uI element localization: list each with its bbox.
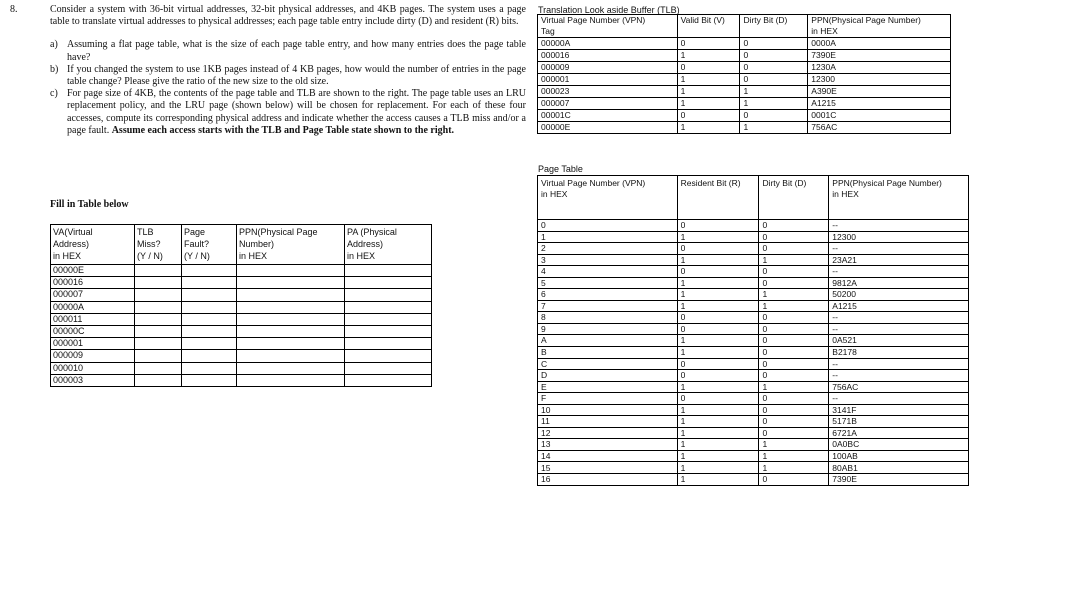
tlb-cell-ppn: 12300 — [808, 74, 951, 86]
fill-table-cell-ppn[interactable] — [237, 374, 345, 386]
page-table-cell-dirty: 1 — [759, 462, 829, 474]
tlb-cell-valid: 1 — [677, 86, 740, 98]
page-table-cell-resident: 1 — [677, 416, 759, 428]
tlb-row — [538, 74, 951, 86]
page-table-row — [538, 393, 969, 405]
fill-table-title: Fill in Table below — [50, 199, 129, 210]
tlb-cell-dirty: 1 — [740, 86, 808, 98]
page-table-cell-vpn: 4 — [538, 266, 678, 278]
pt-header-vpn: Virtual Page Number (VPN) in HEX — [538, 176, 678, 220]
fill-table-row — [51, 325, 432, 337]
page-table — [537, 175, 969, 486]
fill-table-cell-pa[interactable] — [345, 362, 432, 374]
tlb-cell-dirty: 1 — [740, 122, 808, 134]
page-table-cell-resident: 1 — [677, 254, 759, 266]
page-table-cell-vpn: F — [538, 393, 678, 405]
part-text: If you changed the system to use 1KB pages instead of 4 KB pages, how would the number of entries in the page table change? Please give the ratio of the new size to the old size. — [67, 63, 526, 88]
page-table-cell-resident: 1 — [677, 427, 759, 439]
pt-header-resident: Resident Bit (R) — [677, 176, 759, 220]
tlb-table — [537, 14, 951, 134]
page-table-cell-dirty: 1 — [759, 300, 829, 312]
fill-table-cell-va: 00000A — [51, 301, 135, 313]
page-table-row — [538, 243, 969, 255]
fill-table-cell-page-fault[interactable] — [182, 350, 237, 362]
fill-table-cell-tlb-miss[interactable] — [135, 362, 182, 374]
page-table-cell-resident: 1 — [677, 450, 759, 462]
tlb-cell-vpn: 00000A — [538, 38, 678, 50]
page-table-cell-resident: 1 — [677, 381, 759, 393]
page-table-cell-resident: 1 — [677, 462, 759, 474]
page-table-cell-vpn: E — [538, 381, 678, 393]
page-table-cell-vpn: 6 — [538, 289, 678, 301]
fill-table-cell-page-fault[interactable] — [182, 301, 237, 313]
fill-table-cell-va: 000016 — [51, 277, 135, 289]
fill-table-cell-va: 00000E — [51, 265, 135, 277]
tlb-cell-dirty: 0 — [740, 50, 808, 62]
fill-header-page-fault: Page Fault? (Y / N) — [182, 225, 237, 265]
page-table-cell-vpn: 1 — [538, 231, 678, 243]
page-table-cell-dirty: 0 — [759, 335, 829, 347]
page-table-cell-ppn: -- — [829, 358, 969, 370]
fill-table-cell-page-fault[interactable] — [182, 374, 237, 386]
page-table-row — [538, 474, 969, 486]
fill-table-cell-va: 000011 — [51, 313, 135, 325]
page-table-cell-vpn: 0 — [538, 220, 678, 232]
fill-header-pa: PA (Physical Address) in HEX — [345, 225, 432, 265]
fill-table-body — [51, 265, 432, 387]
page-table-cell-vpn: C — [538, 358, 678, 370]
tlb-cell-vpn: 000007 — [538, 98, 678, 110]
tlb-title: Translation Look aside Buffer (TLB) — [538, 5, 680, 15]
fill-table-row — [51, 374, 432, 386]
page-table-row — [538, 439, 969, 451]
page-table-row — [538, 404, 969, 416]
page-table-cell-dirty: 0 — [759, 277, 829, 289]
tlb-cell-ppn: A390E — [808, 86, 951, 98]
part-text: For page size of 4KB, the contents of the page table and TLB are shown to the right. The page table uses an LRU replacement policy, and the LRU page (shown below) will be chosen for replacement. For each of these four accesses, compute its corresponding physical address and indicate whether the access causes a TLB miss and/or a page fault. — [67, 88, 526, 136]
fill-table-cell-tlb-miss[interactable] — [135, 289, 182, 301]
tlb-cell-dirty: 0 — [740, 74, 808, 86]
page-table-row — [538, 450, 969, 462]
fill-table-cell-page-fault[interactable] — [182, 289, 237, 301]
page-table-cell-dirty: 0 — [759, 231, 829, 243]
tlb-cell-ppn: 756AC — [808, 122, 951, 134]
page-table-cell-ppn: 7390E — [829, 474, 969, 486]
page-table-row — [538, 427, 969, 439]
page-table-cell-ppn: 80AB1 — [829, 462, 969, 474]
page-table-cell-ppn: 50200 — [829, 289, 969, 301]
question-parts — [50, 39, 526, 137]
page-table-cell-ppn: -- — [829, 323, 969, 335]
tlb-row — [538, 122, 951, 134]
part-text-bold: Assume each access starts with the TLB and Page Table state shown to the right. — [111, 124, 455, 136]
page-table-cell-resident: 0 — [677, 358, 759, 370]
fill-table-cell-page-fault[interactable] — [182, 338, 237, 350]
page-table-cell-vpn: 5 — [538, 277, 678, 289]
page-table-row — [538, 312, 969, 324]
page-table-row — [538, 289, 969, 301]
page-table-cell-ppn: A1215 — [829, 300, 969, 312]
tlb-cell-ppn: 1230A — [808, 62, 951, 74]
fill-table-cell-tlb-miss[interactable] — [135, 350, 182, 362]
fill-table-cell-page-fault[interactable] — [182, 277, 237, 289]
fill-table-header-row — [51, 225, 432, 265]
page-table-cell-ppn: 5171B — [829, 416, 969, 428]
page-table-row — [538, 323, 969, 335]
page-table-cell-dirty: 0 — [759, 416, 829, 428]
fill-table-cell-va: 000009 — [51, 350, 135, 362]
page-table-cell-ppn: 100AB — [829, 450, 969, 462]
tlb-cell-valid: 1 — [677, 50, 740, 62]
page-table-cell-vpn: 7 — [538, 300, 678, 312]
page-table-cell-ppn: -- — [829, 370, 969, 382]
page-table-cell-vpn: 13 — [538, 439, 678, 451]
fill-table-cell-ppn[interactable] — [237, 350, 345, 362]
fill-table-cell-ppn[interactable] — [237, 289, 345, 301]
tlb-header-valid: Valid Bit (V) — [677, 15, 740, 38]
page-table-cell-resident: 1 — [677, 289, 759, 301]
tlb-header-ppn: PPN(Physical Page Number) in HEX — [808, 15, 951, 38]
tlb-cell-valid: 0 — [677, 110, 740, 122]
page-table-row — [538, 277, 969, 289]
page-table-cell-vpn: 16 — [538, 474, 678, 486]
fill-table-cell-tlb-miss[interactable] — [135, 265, 182, 277]
page-table-row — [538, 220, 969, 232]
tlb-row — [538, 110, 951, 122]
page-table-row — [538, 381, 969, 393]
page-table-cell-dirty: 0 — [759, 243, 829, 255]
page-table-cell-vpn: 3 — [538, 254, 678, 266]
tlb-cell-valid: 1 — [677, 122, 740, 134]
fill-table-cell-pa[interactable] — [345, 313, 432, 325]
fill-table-cell-ppn[interactable] — [237, 325, 345, 337]
fill-table-cell-pa[interactable] — [345, 338, 432, 350]
page-table-row — [538, 335, 969, 347]
page-table-cell-vpn: 12 — [538, 427, 678, 439]
tlb-cell-vpn: 000016 — [538, 50, 678, 62]
tlb-cell-valid: 1 — [677, 74, 740, 86]
fill-table-cell-pa[interactable] — [345, 277, 432, 289]
tlb-cell-ppn: A1215 — [808, 98, 951, 110]
page-table-cell-dirty: 0 — [759, 474, 829, 486]
page-table-cell-dirty: 0 — [759, 312, 829, 324]
page-table-cell-resident: 0 — [677, 312, 759, 324]
page-table-cell-vpn: 10 — [538, 404, 678, 416]
page-table-cell-dirty: 1 — [759, 381, 829, 393]
tlb-row — [538, 98, 951, 110]
tlb-row — [538, 38, 951, 50]
fill-table-cell-pa[interactable] — [345, 325, 432, 337]
question-number: 8. — [10, 4, 18, 15]
fill-table-cell-va: 000010 — [51, 362, 135, 374]
question-part-a — [50, 39, 526, 63]
page-table-cell-vpn: 11 — [538, 416, 678, 428]
fill-table-cell-pa[interactable] — [345, 265, 432, 277]
fill-table-row — [51, 313, 432, 325]
tlb-cell-vpn: 00001C — [538, 110, 678, 122]
tlb-header-vpn: Virtual Page Number (VPN) Tag — [538, 15, 678, 38]
fill-table-cell-pa[interactable] — [345, 289, 432, 301]
page-table-cell-resident: 1 — [677, 474, 759, 486]
page-table-cell-resident: 1 — [677, 300, 759, 312]
fill-table-cell-ppn[interactable] — [237, 313, 345, 325]
page-table-row — [538, 254, 969, 266]
tlb-cell-valid: 1 — [677, 98, 740, 110]
page-table-cell-dirty: 1 — [759, 439, 829, 451]
page-table-cell-resident: 0 — [677, 220, 759, 232]
fill-table-cell-ppn[interactable] — [237, 265, 345, 277]
question-intro: Consider a system with 36-bit virtual addresses, 32-bit physical addresses, and 4KB pages. The system uses a page table to translate virtual addresses to physical addresses; each page table entry include dirty (D) and resident (R) bits. — [50, 4, 526, 28]
fill-table-cell-tlb-miss[interactable] — [135, 338, 182, 350]
tlb-cell-ppn: 7390E — [808, 50, 951, 62]
page-table-row — [538, 266, 969, 278]
part-label: b) — [50, 63, 59, 75]
fill-table-cell-page-fault[interactable] — [182, 325, 237, 337]
page-table-cell-vpn: B — [538, 347, 678, 359]
fill-header-ppn: PPN(Physical Page Number) in HEX — [237, 225, 345, 265]
page-table-row — [538, 370, 969, 382]
fill-table-row — [51, 289, 432, 301]
fill-table-cell-va: 000007 — [51, 289, 135, 301]
page-table-cell-resident: 0 — [677, 266, 759, 278]
page-table-cell-dirty: 0 — [759, 370, 829, 382]
page-table-cell-resident: 1 — [677, 335, 759, 347]
page-table-cell-dirty: 1 — [759, 289, 829, 301]
page-table-row — [538, 462, 969, 474]
fill-table-cell-page-fault[interactable] — [182, 313, 237, 325]
page-table-cell-ppn: B2178 — [829, 347, 969, 359]
fill-in-table — [50, 224, 432, 387]
page-table-cell-ppn: -- — [829, 393, 969, 405]
page-table-cell-resident: 0 — [677, 323, 759, 335]
question-body — [50, 4, 526, 137]
page-table-cell-dirty: 0 — [759, 393, 829, 405]
part-label: a) — [50, 39, 58, 51]
page-table-cell-vpn: A — [538, 335, 678, 347]
page-table-cell-vpn: D — [538, 370, 678, 382]
page-table-cell-resident: 1 — [677, 404, 759, 416]
fill-table-cell-va: 000001 — [51, 338, 135, 350]
fill-header-tlb-miss: TLB Miss? (Y / N) — [135, 225, 182, 265]
tlb-cell-dirty: 0 — [740, 62, 808, 74]
fill-table-cell-ppn[interactable] — [237, 277, 345, 289]
page-table-cell-vpn: 8 — [538, 312, 678, 324]
page-table-row — [538, 358, 969, 370]
page-table-body — [538, 220, 969, 486]
page-table-cell-dirty: 0 — [759, 220, 829, 232]
tlb-header-row — [538, 15, 951, 38]
fill-table-cell-tlb-miss[interactable] — [135, 313, 182, 325]
part-text: Assuming a flat page table, what is the size of each page table entry, and how many entries does the page table have? — [67, 39, 526, 63]
page-table-cell-dirty: 1 — [759, 254, 829, 266]
pt-header-ppn: PPN(Physical Page Number) in HEX — [829, 176, 969, 220]
tlb-cell-vpn: 000001 — [538, 74, 678, 86]
tlb-row — [538, 62, 951, 74]
page-table-cell-ppn: 12300 — [829, 231, 969, 243]
page-table-cell-ppn: -- — [829, 266, 969, 278]
page-table-cell-vpn: 9 — [538, 323, 678, 335]
page-table-cell-ppn: 3141F — [829, 404, 969, 416]
fill-table-cell-page-fault[interactable] — [182, 265, 237, 277]
page-table-cell-dirty: 0 — [759, 427, 829, 439]
tlb-row — [538, 86, 951, 98]
page-table-cell-ppn: 0A521 — [829, 335, 969, 347]
fill-table-cell-tlb-miss[interactable] — [135, 301, 182, 313]
fill-table-cell-page-fault[interactable] — [182, 362, 237, 374]
part-label: c) — [50, 88, 58, 100]
question-part-c — [50, 88, 526, 137]
tlb-cell-dirty: 0 — [740, 110, 808, 122]
page-table-cell-vpn: 15 — [538, 462, 678, 474]
tlb-row — [538, 50, 951, 62]
fill-table-cell-pa[interactable] — [345, 374, 432, 386]
page-table-title: Page Table — [538, 164, 583, 174]
tlb-cell-ppn: 0000A — [808, 38, 951, 50]
tlb-table-body — [538, 38, 951, 134]
page-table-cell-ppn: -- — [829, 220, 969, 232]
part-text-wrap — [67, 88, 526, 137]
page-table-cell-dirty: 1 — [759, 450, 829, 462]
page-table-header-row — [538, 176, 969, 220]
page-table-cell-ppn: 756AC — [829, 381, 969, 393]
tlb-header-dirty: Dirty Bit (D) — [740, 15, 808, 38]
page-table-cell-vpn: 2 — [538, 243, 678, 255]
pt-header-dirty: Dirty Bit (D) — [759, 176, 829, 220]
page-table-cell-ppn: 9812A — [829, 277, 969, 289]
tlb-cell-dirty: 1 — [740, 98, 808, 110]
fill-header-va: VA(Virtual Address) in HEX — [51, 225, 135, 265]
fill-table-cell-tlb-miss[interactable] — [135, 374, 182, 386]
fill-table-row — [51, 301, 432, 313]
page-table-row — [538, 347, 969, 359]
fill-table-cell-ppn[interactable] — [237, 338, 345, 350]
question-part-b — [50, 64, 526, 88]
fill-table-cell-tlb-miss[interactable] — [135, 325, 182, 337]
page-table-cell-resident: 0 — [677, 393, 759, 405]
page-table-cell-resident: 1 — [677, 347, 759, 359]
page-table-cell-dirty: 0 — [759, 266, 829, 278]
page-table-row — [538, 416, 969, 428]
page-table-cell-resident: 0 — [677, 243, 759, 255]
fill-table-row — [51, 338, 432, 350]
fill-table-row — [51, 350, 432, 362]
page-table-cell-ppn: -- — [829, 312, 969, 324]
fill-table-cell-va: 000003 — [51, 374, 135, 386]
fill-table-cell-pa[interactable] — [345, 301, 432, 313]
fill-table-row — [51, 277, 432, 289]
page-table-cell-ppn: 23A21 — [829, 254, 969, 266]
tlb-cell-vpn: 000023 — [538, 86, 678, 98]
fill-table-cell-tlb-miss[interactable] — [135, 277, 182, 289]
fill-table-row — [51, 265, 432, 277]
tlb-cell-ppn: 0001C — [808, 110, 951, 122]
page-table-cell-resident: 1 — [677, 277, 759, 289]
page-table-cell-dirty: 0 — [759, 358, 829, 370]
page-table-cell-vpn: 14 — [538, 450, 678, 462]
fill-table-cell-pa[interactable] — [345, 350, 432, 362]
tlb-cell-dirty: 0 — [740, 38, 808, 50]
tlb-cell-valid: 0 — [677, 62, 740, 74]
tlb-cell-vpn: 00000E — [538, 122, 678, 134]
page-table-cell-dirty: 0 — [759, 347, 829, 359]
page-table-cell-ppn: -- — [829, 243, 969, 255]
fill-table-row — [51, 362, 432, 374]
tlb-cell-valid: 0 — [677, 38, 740, 50]
page-table-cell-resident: 1 — [677, 439, 759, 451]
page-table-cell-ppn: 6721A — [829, 427, 969, 439]
page-table-cell-resident: 1 — [677, 231, 759, 243]
page-table-cell-dirty: 0 — [759, 323, 829, 335]
fill-table-cell-ppn[interactable] — [237, 362, 345, 374]
fill-table-cell-ppn[interactable] — [237, 301, 345, 313]
page-table-cell-resident: 0 — [677, 370, 759, 382]
page-table-row — [538, 231, 969, 243]
page-table-row — [538, 300, 969, 312]
tlb-cell-vpn: 000009 — [538, 62, 678, 74]
page-table-cell-dirty: 0 — [759, 404, 829, 416]
fill-table-cell-va: 00000C — [51, 325, 135, 337]
page-table-cell-ppn: 0A0BC — [829, 439, 969, 451]
